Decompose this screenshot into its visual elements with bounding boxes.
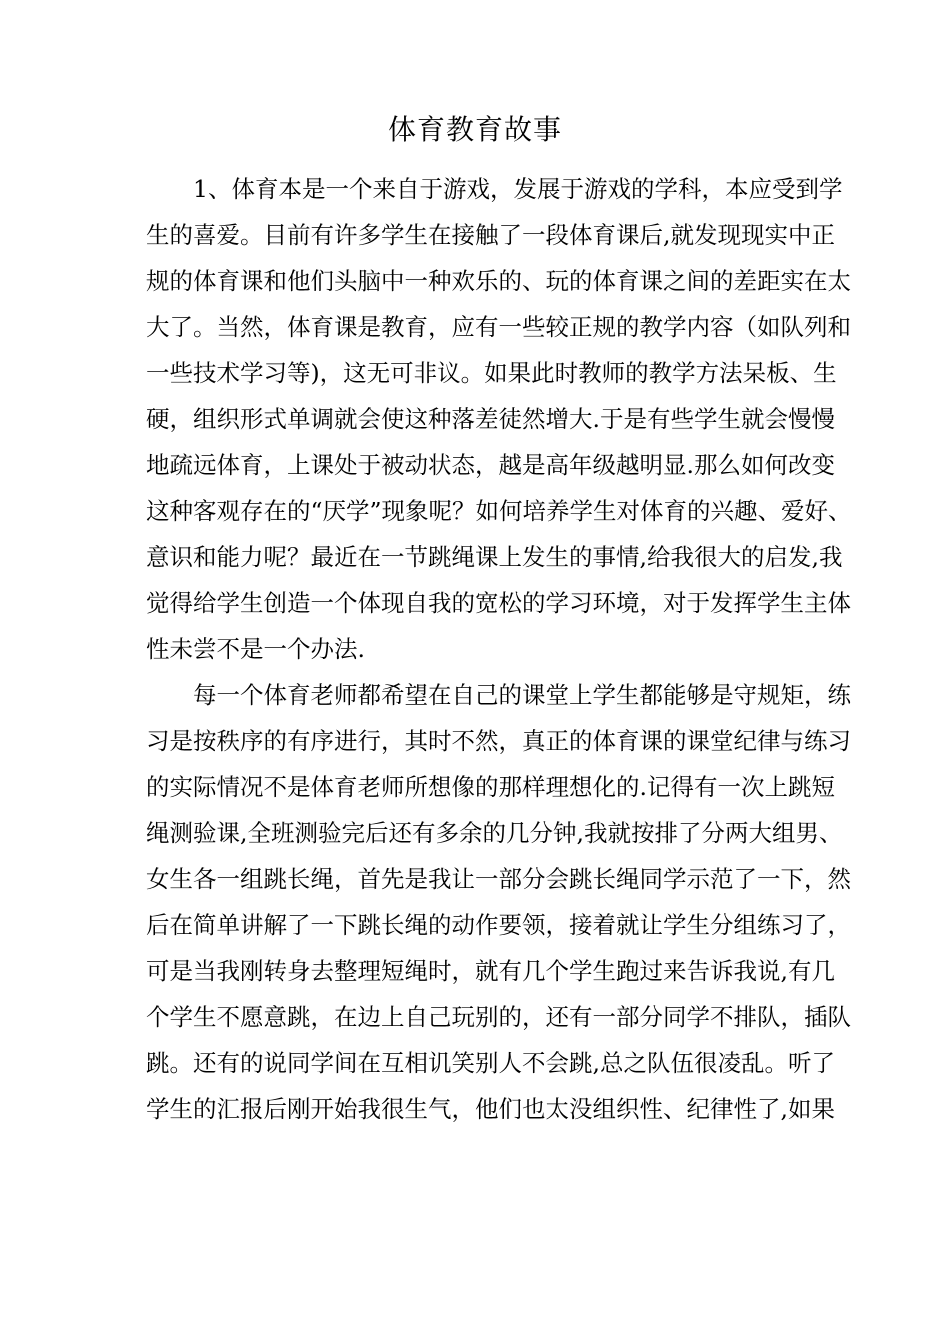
paragraph-line: 习是按秩序的有序进行，其时不然，真正的体育课的课堂纪律与练习 [146, 727, 851, 755]
paragraph-line: 一些技术学习等)，这无可非议。如果此时教师的教学方法呆板、生 [146, 359, 837, 387]
paragraph-line: 的实际情况不是体育老师所想像的那样理想化的.记得有一次上跳短 [146, 773, 835, 801]
paragraph-line: 跳。还有的说同学间在互相讥笑别人不会跳,总之队伍很凌乱。听了 [146, 1049, 835, 1077]
paragraph-line: 后在简单讲解了一下跳长绳的动作要领，接着就让学生分组练习了， [146, 911, 851, 939]
document-title: 体育教育故事 [387, 113, 562, 146]
paragraph-line: 大了。当然，体育课是教育，应有一些较正规的教学内容（如队列和 [146, 313, 851, 341]
paragraph-line: 个学生不愿意跳，在边上自己玩别的，还有一部分同学不排队，插队 [146, 1003, 851, 1031]
paragraph-1 [146, 166, 852, 672]
paragraph-line: 规的体育课和他们头脑中一种欢乐的、玩的体育课之间的差距实在太 [146, 267, 851, 295]
paragraph-line: 意识和能力呢？最近在一节跳绳课上发生的事情,给我很大的启发,我 [146, 543, 843, 571]
paragraph-line: 性未尝不是一个办法. [146, 635, 365, 663]
paragraph-line: 硬，组织形式单调就会使这种落差徒然增大.于是有些学生就会慢慢 [146, 405, 835, 433]
paragraph-line: 女生各一组跳长绳，首先是我让一部分会跳长绳同学示范了一下，然 [146, 865, 851, 893]
paragraph-line: 1、体育本是一个来自于游戏，发展于游戏的学科，本应受到学 [193, 175, 843, 203]
paragraph-line: 学生的汇报后刚开始我很生气，他们也太没组织性、纪律性了,如果 [146, 1095, 835, 1123]
paragraph-2 [146, 672, 851, 1132]
paragraph-line: 每一个体育老师都希望在自己的课堂上学生都能够是守规矩，练 [193, 681, 851, 709]
document-body [146, 166, 852, 1132]
paragraph-line: 觉得给学生创造一个体现自我的宽松的学习环境，对于发挥学生主体 [146, 589, 851, 617]
paragraph-line: 地疏远体育，上课处于被动状态，越是高年级越明显.那么如何改变 [146, 451, 835, 479]
paragraph-line: 这种客观存在的“厌学”现象呢？如何培养学生对体育的兴趣、爱好、 [146, 497, 852, 525]
paragraph-line: 可是当我刚转身去整理短绳时，就有几个学生跑过来告诉我说,有几 [146, 957, 835, 985]
paragraph-line: 绳测验课,全班测验完后还有多余的几分钟,我就按排了分两大组男、 [146, 819, 843, 847]
paragraph-line: 生的喜爱。目前有许多学生在接触了一段体育课后,就发现现实中正 [146, 221, 835, 249]
